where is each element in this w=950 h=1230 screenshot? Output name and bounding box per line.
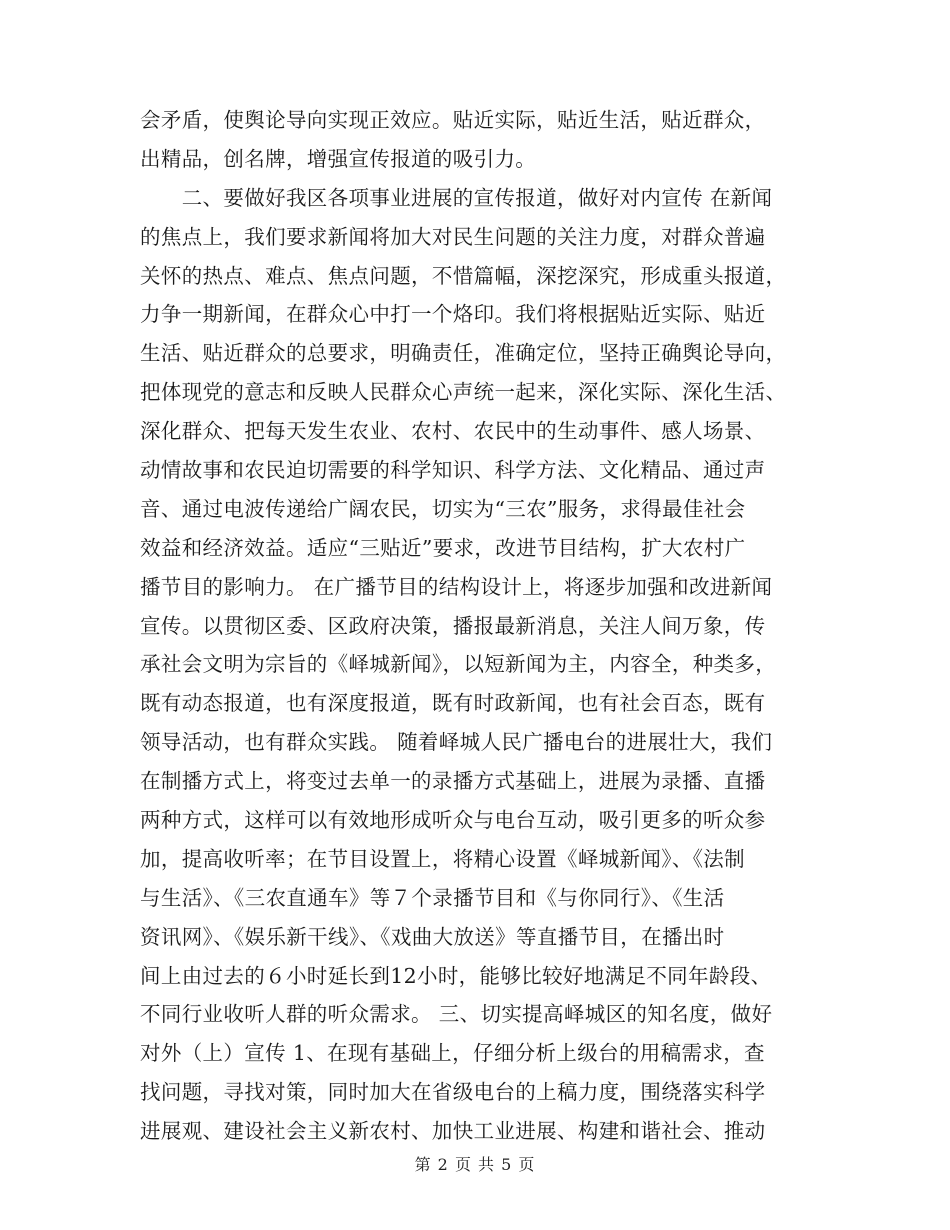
- text-line: 关怀的热点、难点、焦点问题，不惜篇幅，深挖深究，形成重头报道，: [140, 263, 787, 288]
- text-line: 会矛盾，使舆论导向实现正效应。贴近实际，贴近生活，贴近群众，: [140, 108, 766, 132]
- text-line: 与生活》、《三农直通车》等７个录播节目和《与你同行》、《生活: [140, 885, 725, 910]
- text-line: 出精品，创名牌，增强宣传报道的吸引力。: [140, 146, 537, 171]
- text-line: 宣传。以贯彻区委、区政府决策，播报最新消息，关注人间万象，传: [140, 613, 766, 638]
- text-line: 对外（上）宣传 1、在现有基础上，仔细分析上级台的用稿需求，查: [140, 1041, 765, 1066]
- text-line: 间上由过去的６小时延长到12小时，能够比较好地满足不同年龄段、: [140, 963, 772, 988]
- text-line: 两种方式，这样可以有效地形成听众与电台互动，吸引更多的听众参: [140, 808, 766, 833]
- text-line: 播节目的影响力。 在广播节目的结构设计上，将逐步加强和改进新闻: [140, 574, 773, 599]
- text-line: 既有动态报道，也有深度报道，既有时政新闻，也有社会百态，既有: [140, 691, 766, 716]
- text-line: 二、要做好我区各项事业进展的宣传报道，做好对内宣传 在新闻: [140, 185, 773, 210]
- text-line: 把体现党的意志和反映人民群众心声统一起来，深化实际、深化生活、: [140, 380, 787, 405]
- text-line: 生活、贴近群众的总要求，明确责任，准确定位，坚持正确舆论导向，: [140, 341, 787, 366]
- text-line: 的焦点上，我们要求新闻将加大对民生问题的关注力度，对群众普遍: [140, 224, 766, 249]
- text-line: 力争一期新闻，在群众心中打一个烙印。我们将根据贴近实际、贴近: [140, 302, 766, 327]
- text-line: 效益和经济效益。适应“三贴近”要求，改进节目结构，扩大农村广: [140, 535, 746, 560]
- text-line: 深化群众、把每天发生农业、农村、农民中的生动事件、感人场景、: [140, 419, 766, 444]
- text-line: 找问题，寻找对策，同时加大在省级电台的上稿力度，围绕落实科学: [140, 1080, 766, 1105]
- text-line: 不同行业收听人群的听众需求。 三、切实提高峄城区的知名度，做好: [140, 1002, 773, 1027]
- text-line: 资讯网》、《娱乐新干线》、《戏曲大放送》等直播节目，在播出时: [140, 924, 725, 949]
- text-line: 承社会文明为宗旨的《峄城新闻》，以短新闻为主，内容全，种类多，: [140, 652, 777, 677]
- page-footer: 第 2 页 共 5 页: [414, 1155, 536, 1174]
- text-line: 加，提高收听率；在节目设置上，将精心设置《峄城新闻》、《法制: [140, 846, 745, 871]
- body-text: [140, 101, 820, 1151]
- text-line: 领导活动，也有群众实践。 随着峄城人民广播电台的进展壮大，我们: [140, 730, 773, 755]
- text-line: 音、通过电波传递给广阔农民，切实为“三农”服务，求得最佳社会: [140, 496, 746, 521]
- text-line: 进展观、建设社会主义新农村、加快工业进展、构建和谐社会、推动: [140, 1119, 766, 1144]
- text-line: 动情故事和农民迫切需要的科学知识、科学方法、文化精品、通过声: [140, 458, 766, 483]
- text-line: 在制播方式上，将变过去单一的录播方式基础上，进展为录播、直播: [140, 769, 766, 794]
